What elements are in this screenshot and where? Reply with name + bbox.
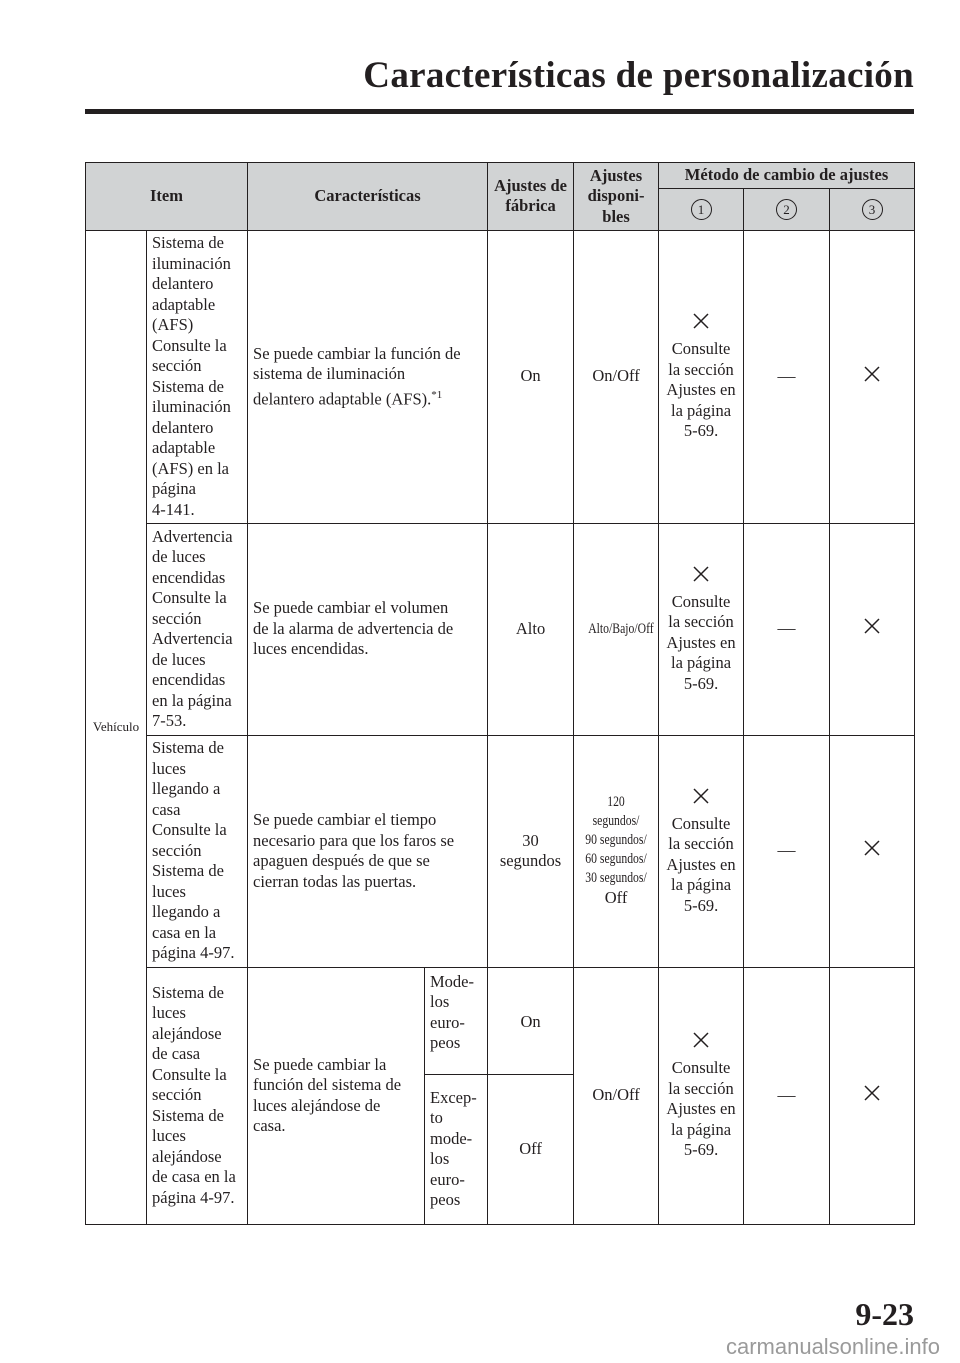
circled-2-icon: 2 (776, 199, 797, 220)
x-mark-icon (862, 364, 882, 384)
method2-cell (744, 230, 830, 523)
watermark-text: carmanualsonline.info (725, 1334, 940, 1359)
x-mark-icon (691, 786, 711, 806)
method3-cell (830, 230, 915, 523)
header-item: Item (86, 163, 248, 231)
method1-text: Consulte la sección Ajustes en la página 5-69. (666, 591, 736, 693)
feature-cell (248, 230, 488, 523)
method1-cell (659, 523, 744, 735)
method1-text: Consulte la sección Ajustes en la página 5-69. (666, 1058, 736, 1160)
method1-cell (659, 967, 744, 1224)
factory-cell: On (488, 967, 574, 1074)
method1-cell (659, 230, 744, 523)
header-ajustes-disponibles: Ajustes disponi- bles (574, 163, 659, 231)
method3-cell (830, 523, 915, 735)
dash-text: — (777, 840, 796, 861)
header-ajustes-fabrica: Ajustes de fábrica (488, 163, 574, 231)
page-number: 9-23 (855, 1296, 914, 1332)
header-method-2 (744, 188, 830, 230)
header-method-1 (659, 188, 744, 230)
dash-text: — (777, 618, 796, 639)
title-rule (85, 109, 914, 114)
table-row (86, 735, 915, 967)
page-title: Características de personalización (363, 55, 914, 96)
method2-cell (744, 523, 830, 735)
header-metodo: Método de cambio de ajustes (659, 163, 915, 189)
dash-text: — (777, 365, 796, 386)
header-method-3 (830, 188, 915, 230)
header-caracteristicas: Características (248, 163, 488, 231)
available-cell: On/Off (574, 230, 659, 523)
table-row (86, 230, 915, 523)
x-mark-icon (862, 616, 882, 636)
available-cell: On/Off (574, 967, 659, 1224)
available-text: 120 segundos/ 90 segundos/ 60 segundos/ 30 segundos/ (585, 794, 647, 887)
model-cell: Mode- los euro- peos (425, 967, 488, 1074)
method1-text: Consulte la sección Ajustes en la página 5-69. (666, 813, 736, 915)
circled-3-icon: 3 (862, 199, 883, 220)
circled-1-icon: 1 (691, 199, 712, 220)
table-row (86, 523, 915, 735)
method3-cell (830, 967, 915, 1224)
factory-cell: On (488, 230, 574, 523)
item-cell: Sistema de iluminación delantero adaptable (AFS) Consulte la sección Sistema de iluminación delantero adaptable (AFS) en la página 4-141. (147, 230, 248, 523)
available-off-text: Off (604, 888, 628, 908)
item-cell: Sistema de luces llegando a casa Consulte la sección Sistema de luces llegando a casa en la página 4-97. (147, 735, 248, 967)
method2-cell (744, 735, 830, 967)
x-mark-icon (862, 1083, 882, 1103)
x-mark-icon (691, 1030, 711, 1050)
model-cell: Excep- to mode- los euro- peos (425, 1074, 488, 1224)
item-cell: Advertencia de luces encendidas Consulte la sección Advertencia de luces encendidas en la página 7-53. (147, 523, 248, 735)
category-cell: Vehículo (86, 230, 147, 1224)
factory-cell: 30 segundos (488, 735, 574, 967)
available-cell (574, 523, 659, 735)
x-mark-icon (691, 564, 711, 584)
method2-cell (744, 967, 830, 1224)
available-text: Alto/Bajo/Off (588, 621, 654, 638)
factory-cell: Alto (488, 523, 574, 735)
feature-text: Se puede cambiar la función de sistema de iluminación delantero adaptable (AFS). (253, 343, 461, 408)
method1-cell (659, 735, 744, 967)
settings-table (85, 162, 915, 1225)
item-cell: Sistema de luces alejándose de casa Consulte la sección Sistema de luces alejándose de casa en la página 4-97. (147, 967, 248, 1224)
feature-cell: Se puede cambiar la función del sistema de luces alejándose de casa. (248, 967, 425, 1224)
footnote-mark: *1 (431, 388, 443, 401)
x-mark-icon (691, 311, 711, 331)
feature-cell: Se puede cambiar el volumen de la alarma de advertencia de luces encendidas. (248, 523, 488, 735)
feature-cell: Se puede cambiar el tiempo necesario para que los faros se apaguen después de que se cierran todas las puertas. (248, 735, 488, 967)
x-mark-icon (862, 838, 882, 858)
table-row (86, 967, 915, 1074)
factory-cell: Off (488, 1074, 574, 1224)
available-cell (574, 735, 659, 967)
method1-text: Consulte la sección Ajustes en la página 5-69. (666, 339, 736, 441)
dash-text: — (777, 1084, 796, 1105)
method3-cell (830, 735, 915, 967)
